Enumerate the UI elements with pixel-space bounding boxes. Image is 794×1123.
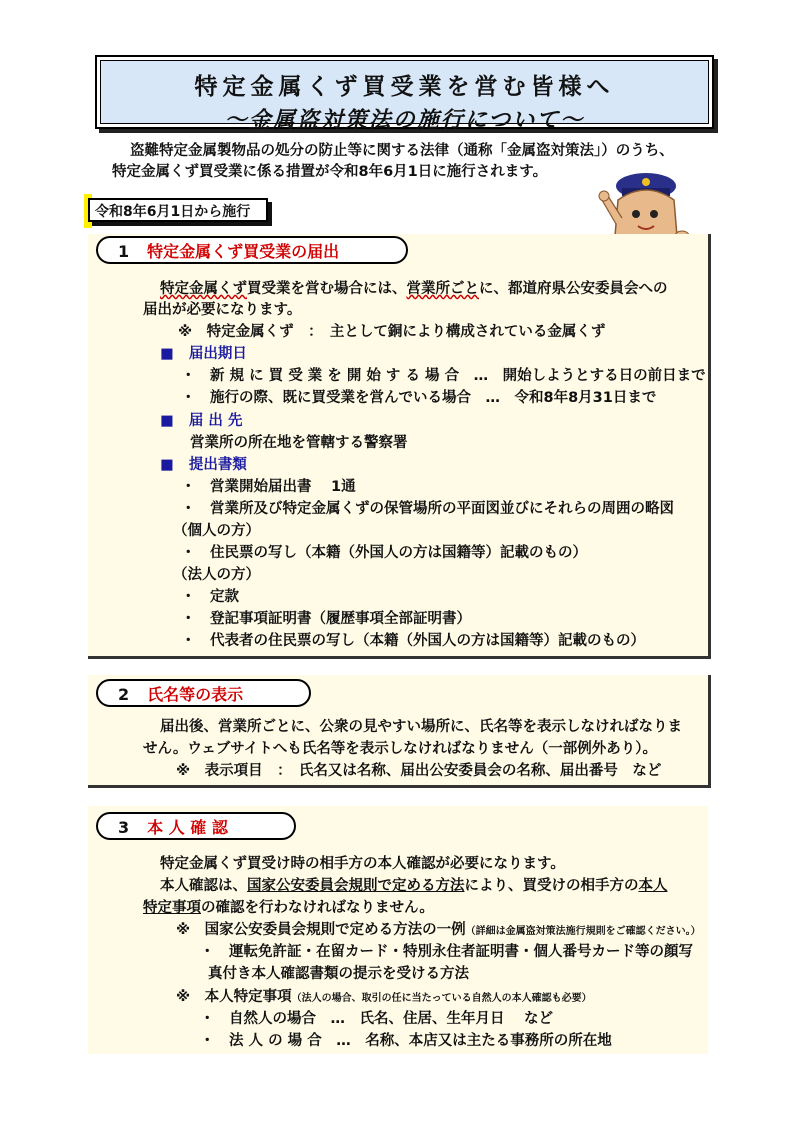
s1-documents-label: 提出書類 [188, 457, 247, 473]
blue-square-icon: ■ [160, 413, 174, 429]
s1-paragraph-line-1 [160, 279, 668, 299]
s3-note-2-small: （法人の場合、取引の任に当たっている自然人の本人確認も必要） [291, 993, 592, 1004]
s1-corporate-heading: （法人の方） [173, 567, 260, 583]
s3-note-2 [176, 987, 592, 1009]
section-1-registration [88, 234, 711, 659]
s3-note-1-item-a: ・ 運転免許証・在留カード・特別永住者証明書・個人番号カード等の顔写 [200, 944, 693, 960]
s3-note-2-item-b: ・ 法 人 の 場 合 … 名称、本店又は主たる事務所の所在地 [200, 1033, 612, 1049]
section-1-number: 1 [118, 242, 130, 261]
section-3-heading [96, 812, 296, 840]
blue-square-icon: ■ [160, 457, 174, 473]
s3-text: の確認を行わなければなりません。 [201, 900, 434, 916]
blue-square-icon: ■ [160, 346, 174, 362]
s2-note: ※ 表示項目 ： 氏名又は名称、届出公安委員会の名称、届出番号 など [176, 763, 662, 779]
s1-doc-4: ・ 定款 [181, 589, 239, 605]
s1-deadline-new: ・ 新 規 に 買 受 業 を 開 始 す る 場 合 … 開始しようとする日の前日まで [181, 368, 706, 384]
section-1-label: 特定金属くず買受業の届出 [147, 242, 340, 261]
s3-term-specific-items: 特定事項 [143, 900, 201, 916]
s1-heading-destination [160, 411, 242, 431]
s2-paragraph-line-2: せん。ウェブサイトへも氏名等を表示しなければなりません（一部例外あり）。 [143, 741, 658, 757]
title-panel [100, 60, 709, 133]
section-2-heading [96, 679, 311, 707]
s1-doc-5: ・ 登記事項証明書（履歴事項全部証明書） [181, 611, 471, 627]
s1-destination: 営業所の所在地を管轄する警察署 [190, 435, 408, 451]
s1-destination-label: 届 出 先 [188, 413, 243, 429]
section-2-label: 氏名等の表示 [147, 685, 244, 704]
intro-line-1: 盗難特定金属製物品の処分の防止等に関する法律（通称「金属盗対策法」）のうち、 [130, 143, 674, 159]
s1-term-metal-scrap: 特定金属くず [160, 281, 247, 297]
s3-term-identity: 本人 [638, 878, 668, 894]
s3-note-2-text: ※ 本人特定事項 [176, 989, 292, 1005]
s1-deadline-label: 届出期日 [188, 346, 247, 362]
s3-note-1-text: ※ 国家公安委員会規則で定める方法の一例 [176, 922, 466, 938]
section-2-number: 2 [118, 685, 130, 704]
s1-heading-documents [160, 455, 247, 475]
title-box [95, 55, 714, 133]
s1-doc-2: ・ 営業所及び特定金属くずの保管場所の平面図並びにそれらの周囲の略図 [181, 501, 674, 517]
s3-note-2-item-a: ・ 自然人の場合 … 氏名、住居、生年月日 など [200, 1011, 554, 1027]
s3-term-method: 国家公安委員会規則で定める方法 [247, 878, 465, 894]
section-1-heading [96, 236, 408, 264]
s1-doc-6: ・ 代表者の住民票の写し（本籍（外国人の方は国籍等）記載のもの） [181, 633, 645, 649]
section-3-label: 本 人 確 認 [147, 818, 228, 837]
s1-doc-3: ・ 住民票の写し（本籍（外国人の方は国籍等）記載のもの） [181, 545, 587, 561]
s3-note-1-item-b: 真付き本人確認書類の提示を受ける方法 [208, 966, 469, 982]
s1-heading-deadline [160, 344, 247, 364]
section-3-number: 3 [118, 818, 130, 837]
page-title: 特定金属くず買受業を営む皆様へ [194, 74, 615, 100]
s3-note-1 [176, 920, 701, 942]
s3-text: により、買受けの相手方の [464, 878, 639, 894]
s1-paragraph-line-2: 届出が必要になります。 [143, 302, 302, 318]
s1-deadline-existing: ・ 施行の際、既に買受業を営んでいる場合 … 令和8年8月31日まで [181, 390, 657, 406]
s1-term-each-office: 営業所ごと [406, 281, 479, 297]
section-3-identity-verification [88, 806, 708, 1054]
section-2-name-display [88, 675, 711, 788]
intro-line-2: 特定金属くず買受業に係る措置が令和8年6月1日に施行されます。 [112, 164, 548, 180]
effective-date-badge: 令和8年6月1日から施行 [88, 198, 268, 222]
s3-text: 本人確認は、 [160, 878, 247, 894]
s1-text: 買受業を営む場合には、 [247, 281, 407, 297]
s2-paragraph-line-1: 届出後、営業所ごとに、公衆の見やすい場所に、氏名等を表示しなければなりま [160, 719, 682, 735]
s1-text: に、都道府県公安委員会への [479, 281, 668, 297]
page-subtitle: ～金属盗対策法の施行について～ [224, 108, 585, 133]
s1-note: ※ 特定金属くず ： 主として銅により構成されている金属くず [178, 324, 606, 340]
s1-doc-1: ・ 営業開始届出書 1通 [181, 479, 356, 495]
s3-paragraph-line-3 [143, 898, 434, 918]
s3-note-1-small: （詳細は金属盗対策法施行規則をご確認ください。） [465, 926, 701, 937]
s3-paragraph-line-1: 特定金属くず買受け時の相手方の本人確認が必要になります。 [160, 856, 565, 872]
s1-individual-heading: （個人の方） [173, 523, 260, 539]
s3-paragraph-line-2 [160, 876, 668, 896]
